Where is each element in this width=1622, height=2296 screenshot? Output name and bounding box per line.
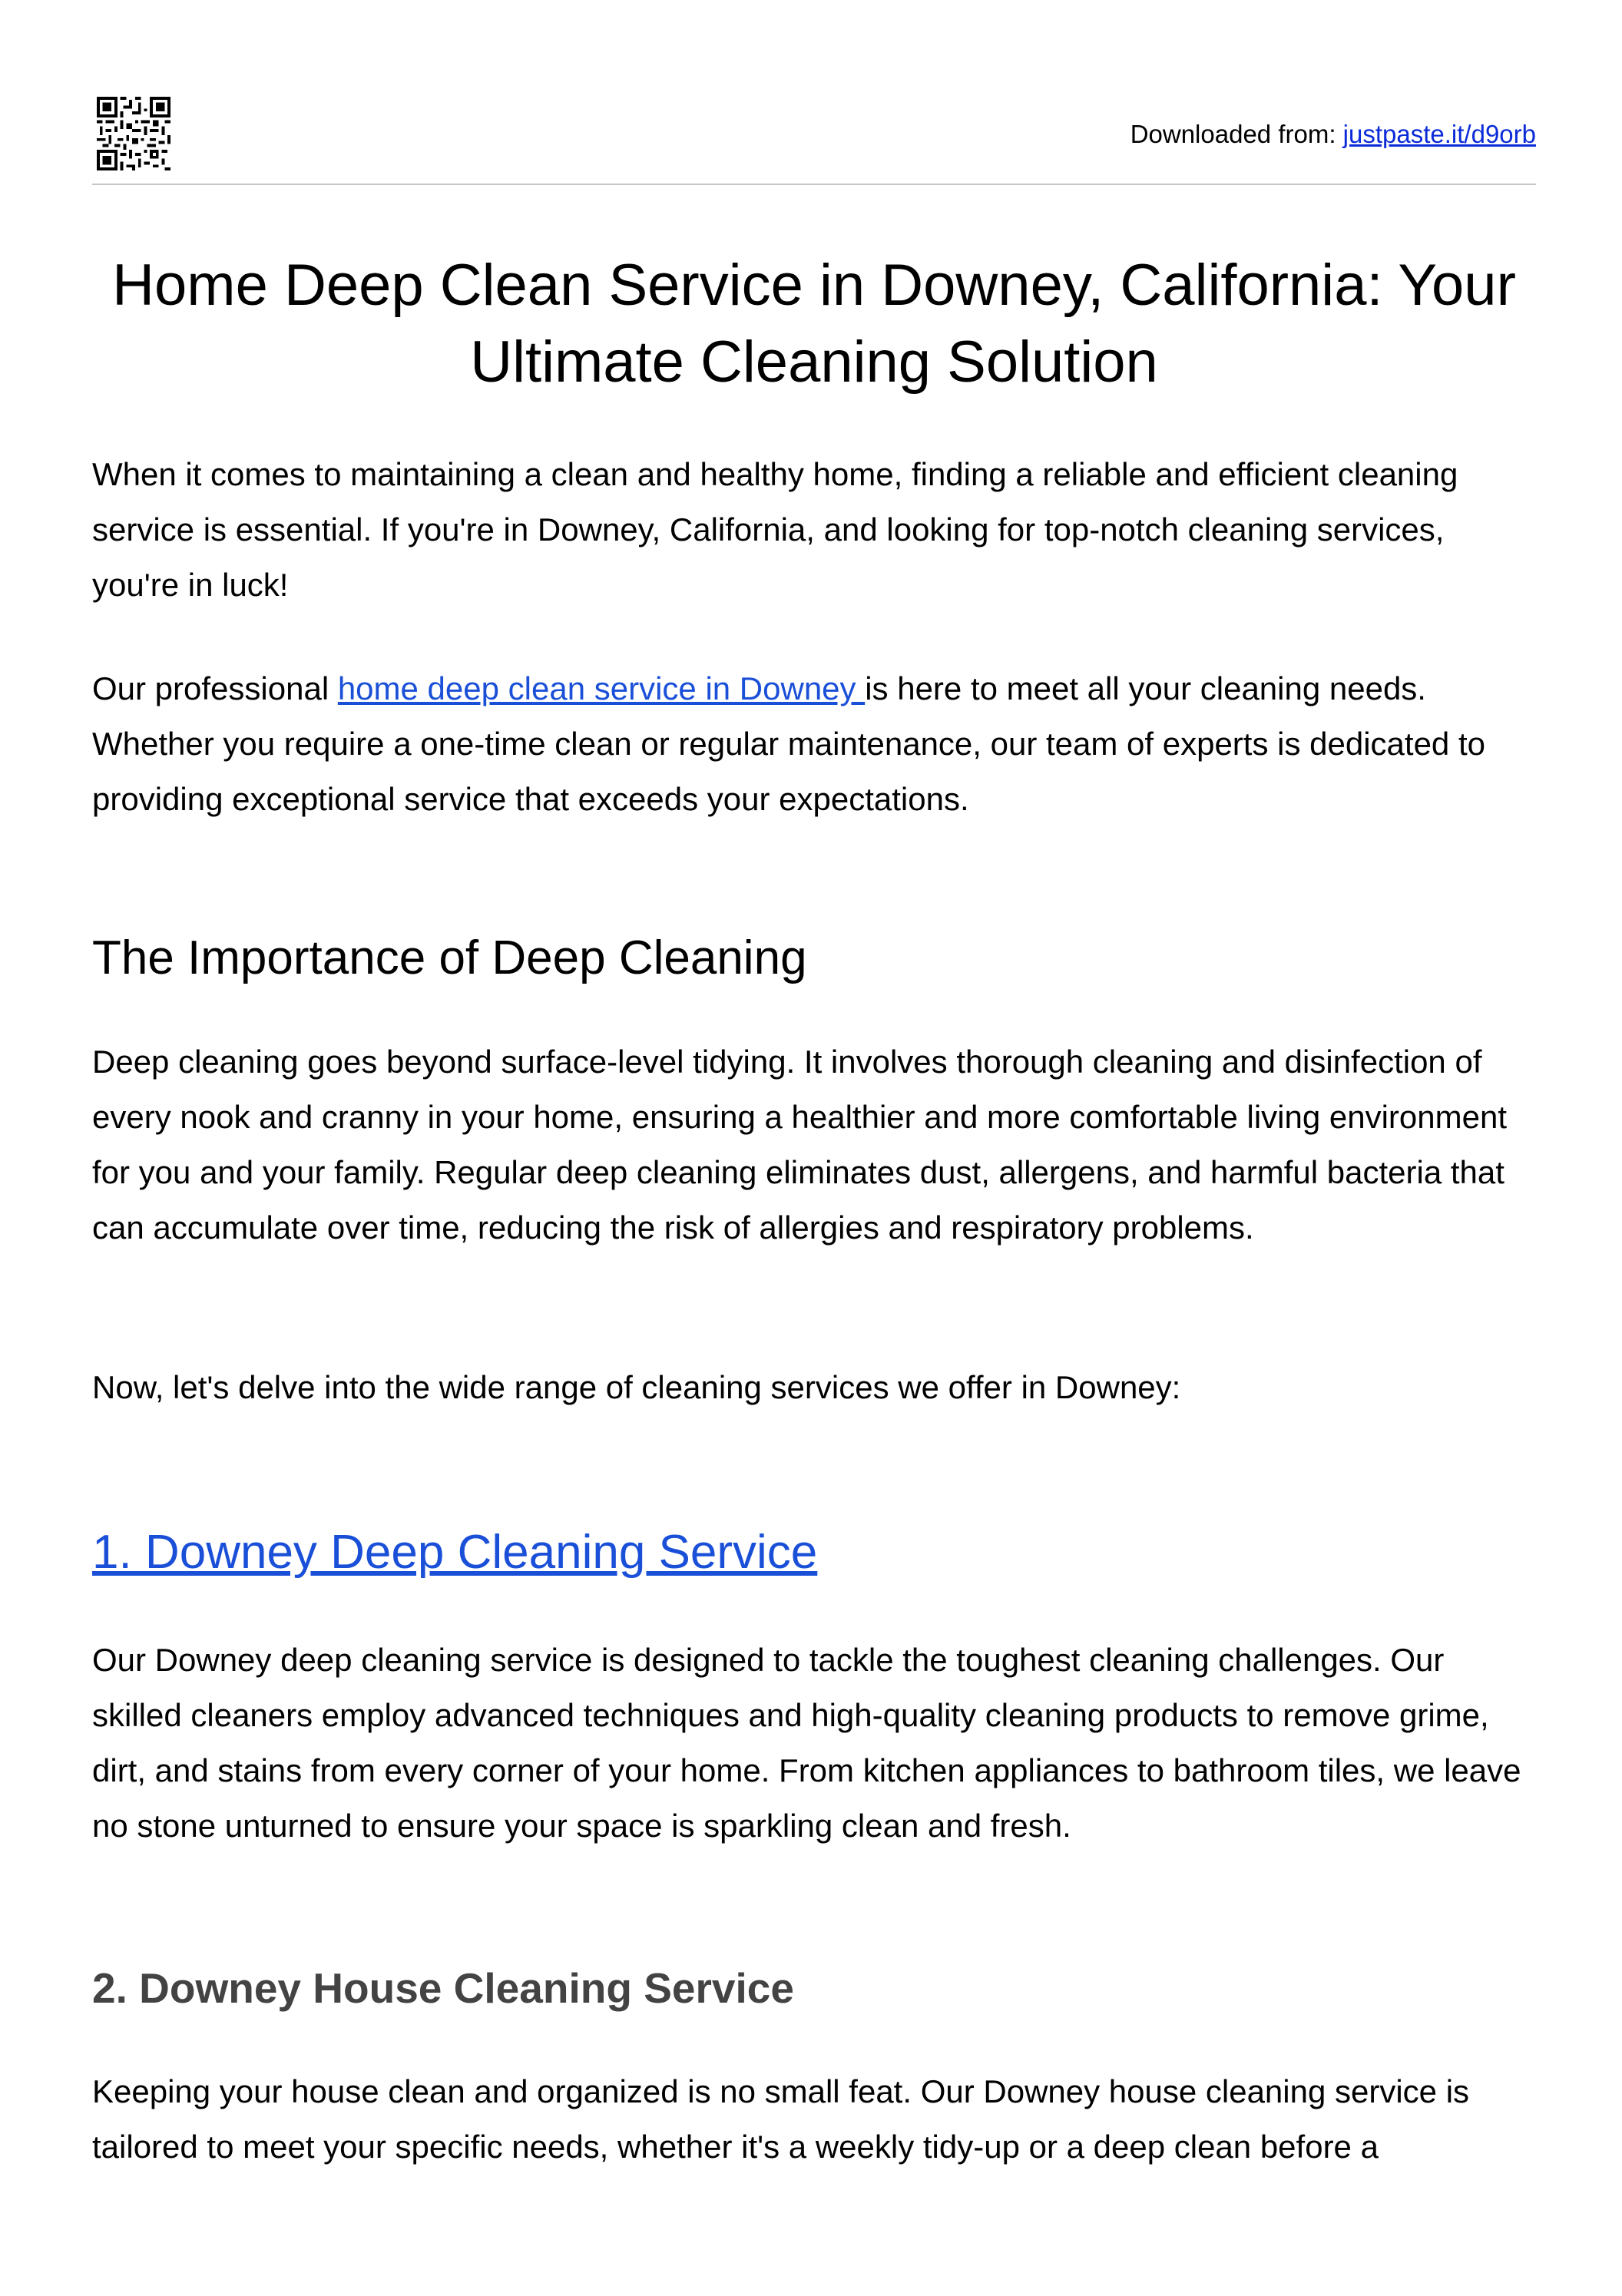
heading-deep-cleaning-service [92, 1522, 817, 1583]
heading-house-cleaning-service: 2. Downey House Cleaning Service [92, 1964, 794, 2012]
importance-paragraph-1: Deep cleaning goes beyond surface-level tidying. It involves thorough cleaning and disinfection of every nook and cranny in your home, ensuring a healthier and more comfortable living environment for you and your family. Regular deep cleaning eliminates dust, allergens, and harmful bacteria that can accumulate over time, reducing the risk of allergies and respiratory problems. [92, 1044, 1508, 1246]
deep-cleaning-service-link[interactable]: 1. Downey Deep Cleaning Service [92, 1526, 818, 1579]
downloaded-label: Downloaded from: [1130, 120, 1343, 148]
house-cleaning-paragraph: Keeping your house clean and organized is no small feat. Our Downey house cleaning service is tailored to meet your specific needs, whether it's a weekly tidy-up or a deep clean before a [92, 2073, 1470, 2165]
heading-importance: The Importance of Deep Cleaning [92, 931, 807, 984]
source-link[interactable]: justpaste.it/d9orb [1342, 120, 1536, 148]
deep-clean-service-link[interactable]: home deep clean service in Downey [337, 670, 866, 706]
intro-text-before: Our professional [92, 670, 338, 706]
intro-paragraph-2 [92, 661, 1540, 827]
intro-text-after: is here to meet all your cleaning needs. Whether you require a one-time clean or regular maintenance, our team of experts is dedicated to providing exceptional service that exceeds your expectations. [92, 670, 1485, 817]
intro-paragraph-1: When it comes to maintaining a clean and healthy home, finding a reliable and efficient cleaning service is essential. If you're in Downey, California, and looking for top-notch cleaning services, you're in luck! [92, 456, 1458, 603]
deep-cleaning-paragraph: Our Downey deep cleaning service is designed to tackle the toughest cleaning challenges. Our skilled cleaners employ advanced techniques and high-quality cleaning products to remove grime, dirt, and stains from every corner of your home. From kitchen appliances to bathroom tiles, we leave no stone unturned to ensure your space is sparkling clean and fresh. [92, 1642, 1521, 1844]
header-divider [92, 184, 1536, 185]
page-header [92, 97, 1536, 174]
downloaded-from [1130, 120, 1536, 149]
qr-code-icon [97, 97, 170, 170]
importance-paragraph-2: Now, let's delve into the wide range of cleaning services we offer in Downey: [92, 1369, 1181, 1405]
page-title: Home Deep Clean Service in Downey, California: Your Ultimate Cleaning Solution [112, 253, 1516, 395]
